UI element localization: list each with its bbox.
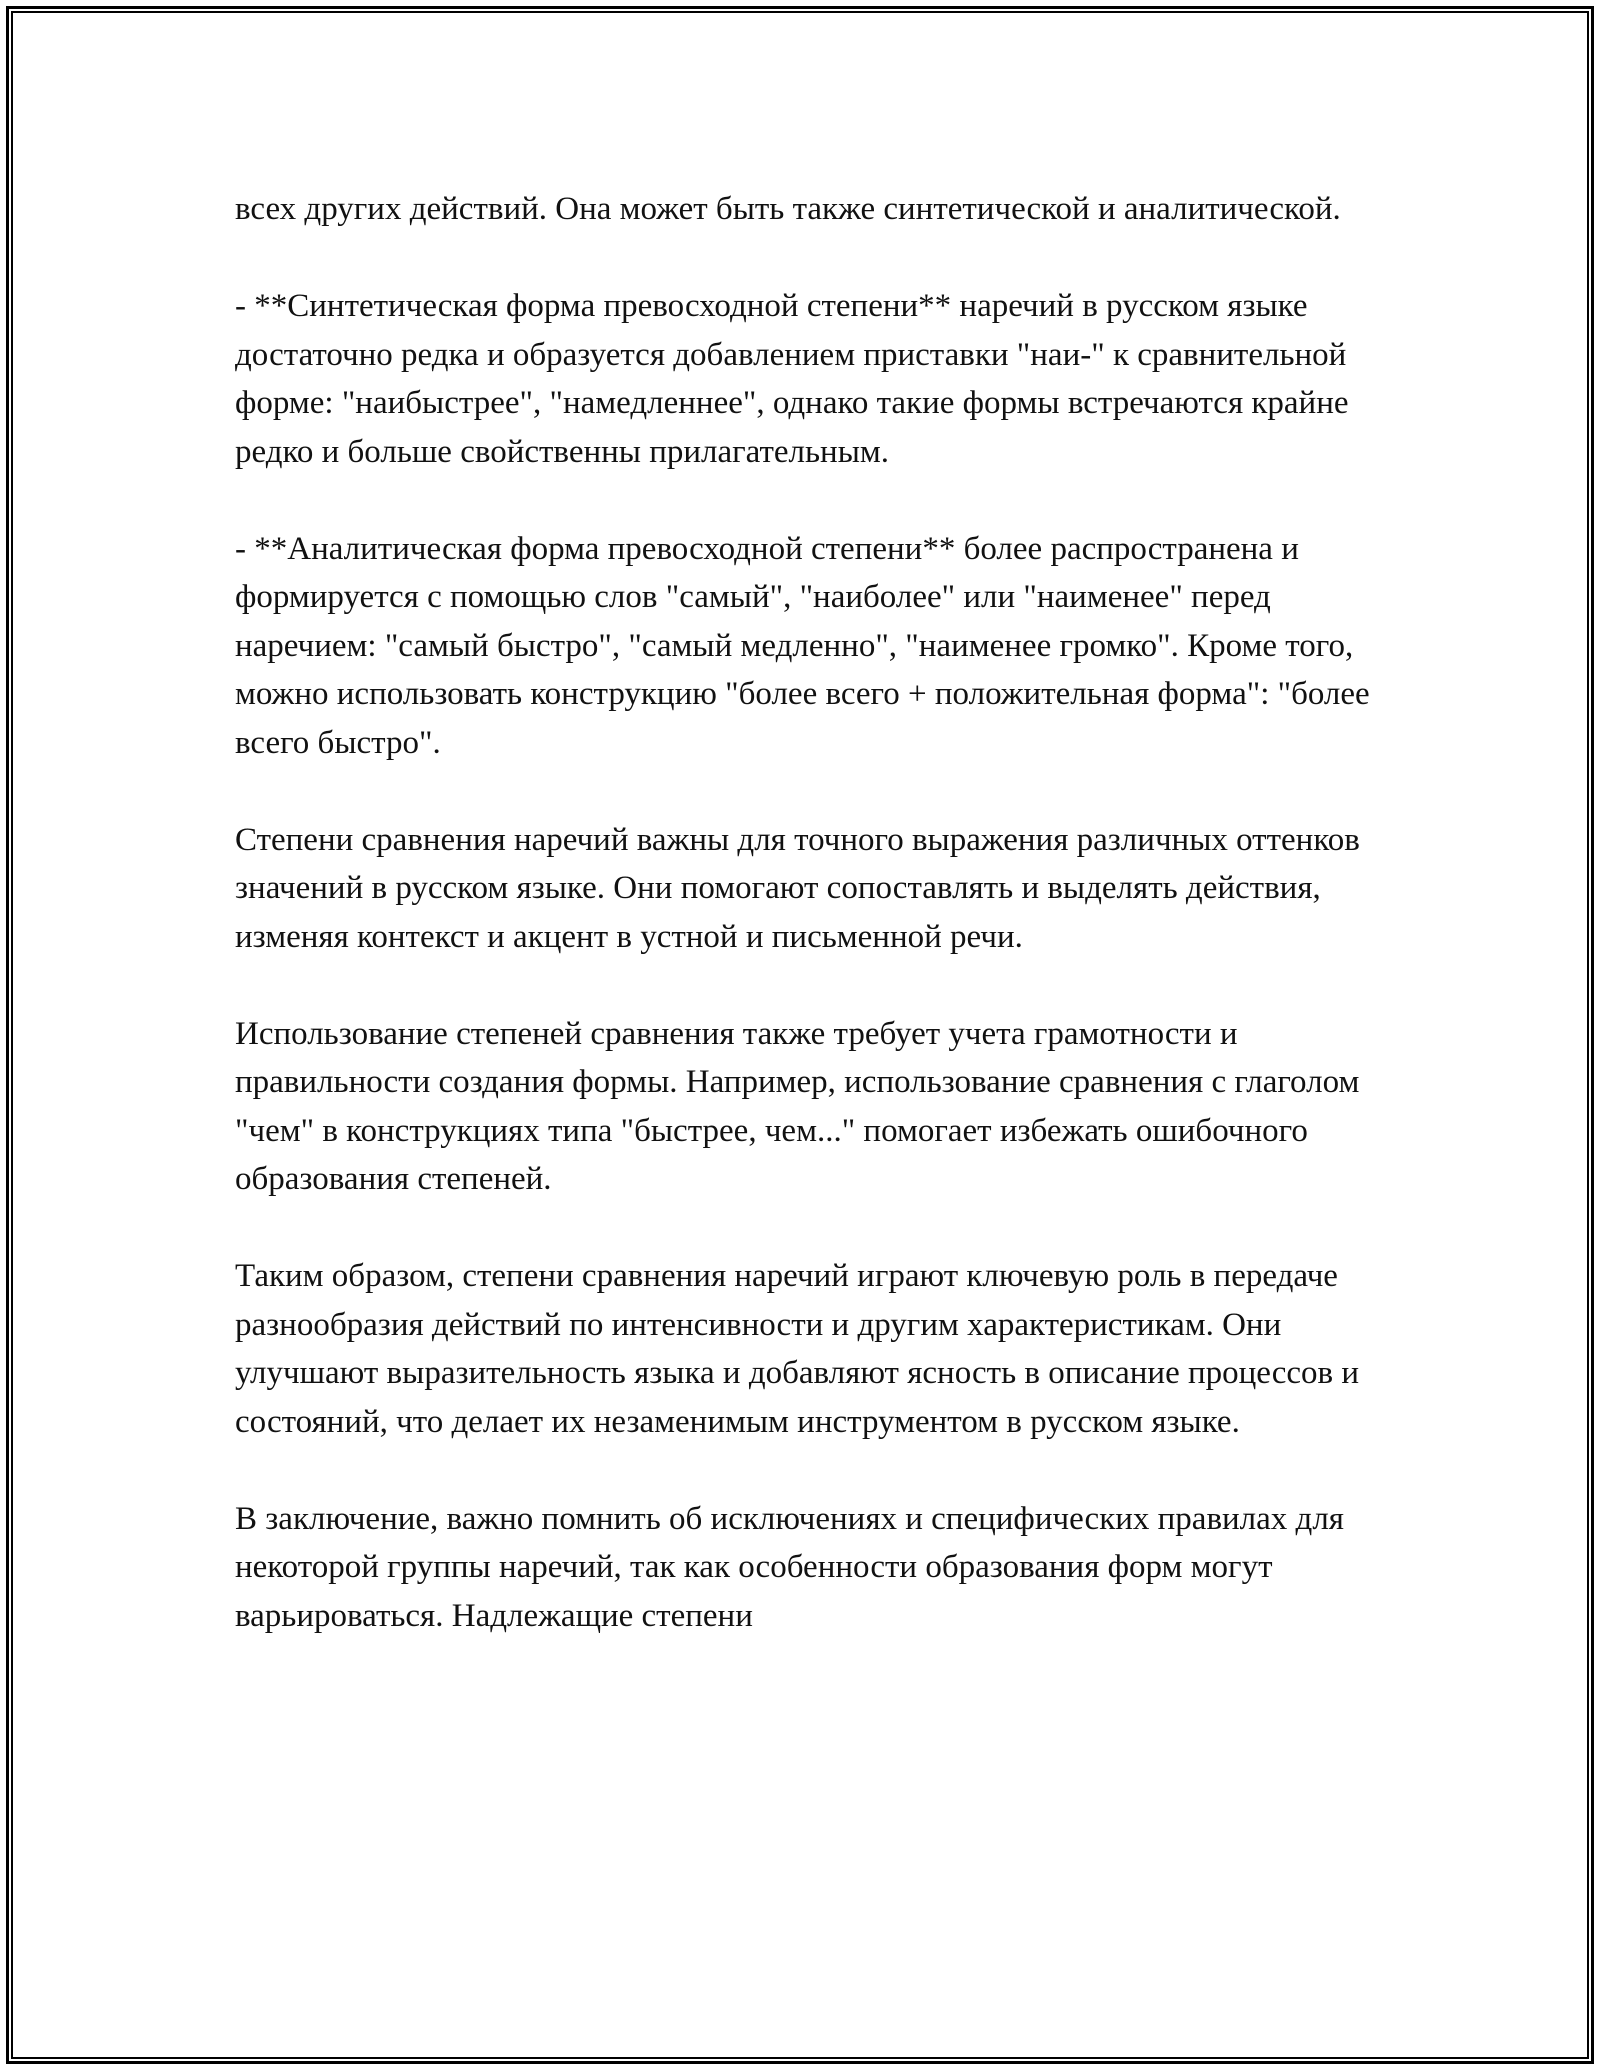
paragraph-4: Степени сравнения наречий важны для точного выражения различных оттенков значений в русском языке. Они помогают сопоставлять и выделять действия, изменяя контекст и акцент в устной и письменной речи. — [235, 821, 1360, 955]
paragraph-3: - **Аналитическая форма превосходной степени** более распространена и формируется с помощью слов "самый", "наиболее" или "наименее" перед наречием: "самый быстро", "самый медленно", "наименее громко". Кроме того, можно использовать конструкцию "более всего + положительная форма": "более всего быстро". — [235, 530, 1370, 761]
document-body — [235, 185, 1375, 1640]
paragraph-6: Таким образом, степени сравнения наречий играют ключевую роль в передаче разнообразия действий по интенсивности и другим характеристикам. Они улучшают выразительность языка и добавляют ясность в описание процессов и состояний, что делает их незаменимым инструментом в русском языке. — [235, 1258, 1360, 1440]
paragraph-7: В заключение, важно помнить об исключениях и специфических правилах для некоторой группы наречий, так как особенности образования форм могут варьироваться. Надлежащие степени — [235, 1500, 1344, 1634]
paragraph-1: всех других действий. Она может быть также синтетической и аналитической. — [235, 191, 1341, 227]
paragraph-2: - **Синтетическая форма превосходной степени** наречий в русском языке достаточно редка и образуется добавлением приставки "наи-" к сравнительной форме: "наибыстрее", "намедленнее", однако такие формы встречаются крайне редко и больше свойственны прилагательным. — [235, 288, 1349, 470]
paragraph-5: Использование степеней сравнения также требует учета грамотности и правильности создания формы. Например, использование сравнения с глаголом "чем" в конструкциях типа "быстрее, чем..." помогает избежать ошибочного образования степеней. — [235, 1015, 1360, 1197]
